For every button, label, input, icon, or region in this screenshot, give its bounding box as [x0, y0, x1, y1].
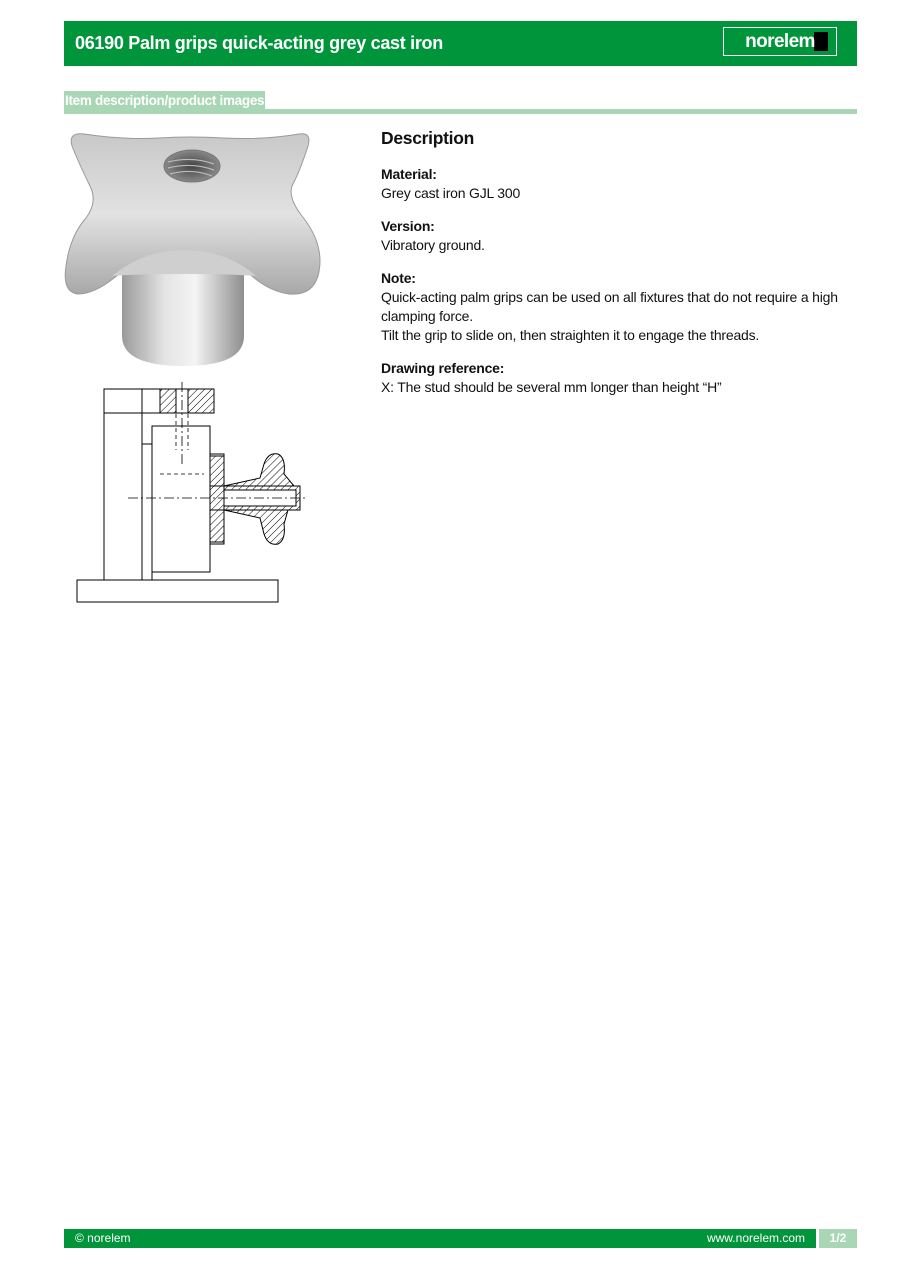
website-link[interactable]: www.norelem.com [706, 1231, 805, 1245]
version-block [381, 217, 851, 255]
note-block [381, 269, 851, 345]
section-label: Item description/product images [65, 93, 265, 108]
material-label: Material: [381, 166, 437, 182]
copyright: © norelem [75, 1231, 131, 1245]
note-text-1: Quick-acting palm grips can be used on all fixtures that do not require a high clamping force. [381, 289, 838, 324]
description-heading: Description [381, 128, 474, 148]
page-title: 06190 Palm grips quick-acting grey cast iron [75, 33, 443, 53]
note-text-2: Tilt the grip to slide on, then straighten it to engage the threads. [381, 327, 760, 343]
technical-drawing [64, 374, 322, 614]
page-number: 1/2 [816, 1229, 857, 1248]
description-section [381, 128, 851, 411]
drawing-reference-text: X: The stud should be several mm longer than height “H” [381, 379, 722, 395]
note-label: Note: [381, 270, 416, 286]
material-block [381, 165, 851, 203]
drawing-reference-label: Drawing reference: [381, 360, 505, 376]
page-footer [64, 1229, 857, 1248]
norelem-logo [723, 27, 837, 56]
page-header [64, 21, 857, 66]
logo-text: norelem [745, 31, 815, 52]
version-text: Vibratory ground. [381, 237, 485, 253]
drawing-reference-block [381, 359, 851, 397]
product-photo [64, 126, 322, 369]
material-text: Grey cast iron GJL 300 [381, 185, 521, 201]
version-label: Version: [381, 218, 435, 234]
